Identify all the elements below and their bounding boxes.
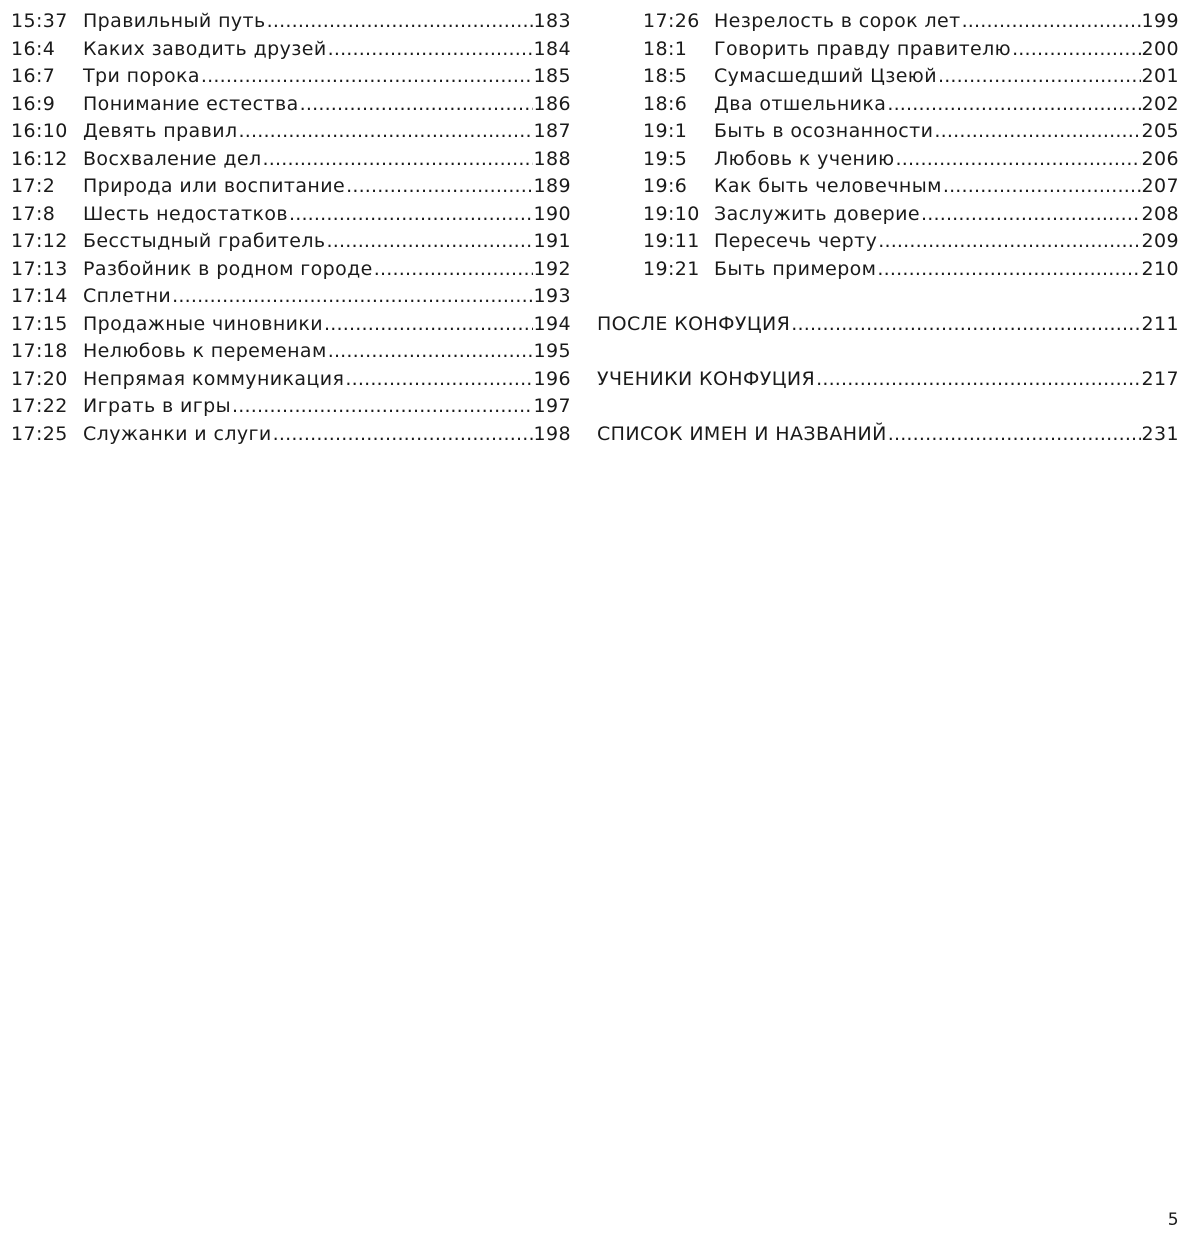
toc-entry xyxy=(11,63,571,91)
entry-number: 18:6 xyxy=(643,92,688,115)
entry-title: Служанки и слуги xyxy=(83,422,272,445)
dot-leader xyxy=(345,366,532,394)
toc-entry xyxy=(11,146,571,174)
entry-title: Три порока xyxy=(83,65,200,87)
dot-leader xyxy=(346,173,532,201)
entry-number: 18:1 xyxy=(643,37,688,60)
toc-entry xyxy=(597,256,1179,284)
toc-entry xyxy=(11,36,571,64)
entry-page: 205 xyxy=(1141,120,1179,142)
entry-page: 202 xyxy=(1141,92,1179,115)
entry-title: Шесть недостатков xyxy=(83,202,288,225)
dot-leader xyxy=(878,228,1140,256)
toc-section xyxy=(597,420,1179,448)
toc-section xyxy=(597,365,1179,393)
dot-leader xyxy=(327,228,533,256)
dot-leader xyxy=(172,283,532,311)
entry-page: 208 xyxy=(1141,202,1179,225)
entry-page: 200 xyxy=(1141,37,1179,60)
entry-number: 17:15 xyxy=(11,312,68,335)
entry-title: Каких заводить друзей xyxy=(83,37,327,60)
toc-entry xyxy=(11,393,571,421)
entry-page: 209 xyxy=(1141,230,1179,252)
toc-entry xyxy=(11,228,571,256)
entry-page: 198 xyxy=(533,422,571,445)
entry-number: 17:22 xyxy=(11,395,68,417)
entry-number: 16:4 xyxy=(11,37,56,60)
dot-leader xyxy=(887,91,1140,119)
entry-page: 207 xyxy=(1141,175,1179,197)
dot-leader xyxy=(896,146,1141,174)
toc-entry xyxy=(597,118,1179,146)
entry-number: 19:1 xyxy=(643,120,688,142)
entry-title: Быть примером xyxy=(714,257,877,280)
entry-number: 19:21 xyxy=(643,257,700,280)
toc-entry xyxy=(11,256,571,284)
toc-entry xyxy=(597,201,1179,229)
dot-leader xyxy=(328,36,533,64)
entry-title: Восхваление дел xyxy=(83,147,262,170)
dot-leader xyxy=(943,173,1141,201)
section-spacer xyxy=(597,283,1179,310)
entry-number: 19:10 xyxy=(643,202,700,225)
entry-page: 231 xyxy=(1141,423,1179,445)
entry-page: 195 xyxy=(533,340,571,362)
entry-page: 192 xyxy=(533,257,571,280)
entry-title: Сплетни xyxy=(83,285,172,307)
entry-title: Играть в игры xyxy=(83,395,232,417)
toc-section xyxy=(597,310,1179,338)
entry-page: 197 xyxy=(533,395,571,417)
entry-page: 193 xyxy=(533,285,571,307)
entry-page: 183 xyxy=(533,10,571,32)
entry-page: 196 xyxy=(533,367,571,390)
entry-page: 190 xyxy=(533,202,571,225)
dot-leader xyxy=(238,118,532,146)
entry-page: 199 xyxy=(1141,10,1179,32)
entry-number: 17:12 xyxy=(11,230,68,252)
dot-leader xyxy=(921,201,1141,229)
dot-leader xyxy=(816,365,1140,393)
page-number: 5 xyxy=(1167,1210,1179,1230)
entry-page: 188 xyxy=(533,147,571,170)
entry-page: 206 xyxy=(1141,147,1179,170)
dot-leader xyxy=(962,8,1141,36)
entry-number: 18:5 xyxy=(643,65,688,87)
toc-entry xyxy=(597,63,1179,91)
entry-number: 15:37 xyxy=(11,10,68,32)
dot-leader xyxy=(300,91,533,119)
entry-number: 17:2 xyxy=(11,175,56,197)
entry-number: 17:14 xyxy=(11,285,68,307)
entry-number: 19:11 xyxy=(643,230,700,252)
entry-title: Понимание естества xyxy=(83,92,299,115)
entry-number: 16:12 xyxy=(11,147,68,170)
entry-title: Продажные чиновники xyxy=(83,312,324,335)
entry-page: 185 xyxy=(533,65,571,87)
dot-leader xyxy=(263,146,533,174)
toc-entry xyxy=(11,118,571,146)
entry-title: Нелюбовь к переменам xyxy=(83,340,327,362)
entry-title: Говорить правду правителю xyxy=(714,37,1012,60)
entry-title: СПИСОК ИМЕН И НАЗВАНИЙ xyxy=(597,423,887,445)
toc-right-column xyxy=(597,8,1179,448)
entry-number: 17:20 xyxy=(11,367,68,390)
entry-page: 191 xyxy=(533,230,571,252)
entry-page: 217 xyxy=(1141,368,1179,390)
dot-leader xyxy=(232,393,532,421)
entry-page: 194 xyxy=(533,312,571,335)
entry-page: 184 xyxy=(533,37,571,60)
entry-title: Разбойник в родном городе xyxy=(83,257,373,280)
entry-title: Непрямая коммуникация xyxy=(83,367,345,390)
toc-entry xyxy=(597,146,1179,174)
toc-left-list xyxy=(11,8,571,448)
entry-title: ПОСЛЕ КОНФУЦИЯ xyxy=(597,313,791,335)
toc-entry xyxy=(11,91,571,119)
dot-leader xyxy=(1012,36,1140,64)
toc-entry xyxy=(597,173,1179,201)
dot-leader xyxy=(938,63,1141,91)
entry-title: Бесстыдный грабитель xyxy=(83,230,326,252)
toc-entry xyxy=(11,338,571,366)
toc-entry xyxy=(597,8,1179,36)
dot-leader xyxy=(888,420,1141,448)
entry-title: Быть в осознанности xyxy=(714,120,934,142)
dot-leader xyxy=(201,63,533,91)
entry-title: Пересечь черту xyxy=(714,230,878,252)
entry-title: Заслужить доверие xyxy=(714,202,920,225)
entry-number: 19:6 xyxy=(643,175,688,197)
entry-title: Девять правил xyxy=(83,120,238,142)
entry-number: 16:9 xyxy=(11,92,56,115)
toc-entry xyxy=(11,8,571,36)
entry-page: 186 xyxy=(533,92,571,115)
entry-page: 201 xyxy=(1141,65,1179,87)
toc-entry xyxy=(11,366,571,394)
entry-title: Природа или воспитание xyxy=(83,175,346,197)
toc-entry xyxy=(11,283,571,311)
entry-page: 211 xyxy=(1141,313,1179,335)
entry-title: УЧЕНИКИ КОНФУЦИЯ xyxy=(597,368,816,390)
dot-leader xyxy=(267,8,533,36)
dot-leader xyxy=(328,338,533,366)
entry-number: 16:10 xyxy=(11,120,68,142)
dot-leader xyxy=(289,201,533,229)
toc-entry xyxy=(597,228,1179,256)
entry-title: Два отшельника xyxy=(714,92,887,115)
dot-leader xyxy=(324,311,532,339)
entry-number: 17:13 xyxy=(11,257,68,280)
toc-entry xyxy=(11,421,571,449)
entry-page: 189 xyxy=(533,175,571,197)
toc-entry xyxy=(11,173,571,201)
entry-title: Правильный путь xyxy=(83,10,266,32)
entry-number: 17:26 xyxy=(643,10,700,32)
dot-leader xyxy=(934,118,1140,146)
toc-entry xyxy=(597,91,1179,119)
toc-entry xyxy=(597,36,1179,64)
entry-title: Любовь к учению xyxy=(714,147,895,170)
toc-left-column xyxy=(11,8,571,448)
entry-number: 16:7 xyxy=(11,65,56,87)
toc-entry xyxy=(11,201,571,229)
toc-right-list xyxy=(597,8,1179,283)
entry-title: Как быть человечным xyxy=(714,175,942,197)
entry-title: Сумасшедший Цзеюй xyxy=(714,65,937,87)
dot-leader xyxy=(273,421,533,449)
entry-title: Незрелость в сорок лет xyxy=(714,10,961,32)
entry-page: 187 xyxy=(533,120,571,142)
section-spacer xyxy=(597,338,1179,365)
entry-page: 210 xyxy=(1141,257,1179,280)
dot-leader xyxy=(791,310,1140,338)
section-spacer xyxy=(597,393,1179,420)
entry-number: 17:18 xyxy=(11,340,68,362)
dot-leader xyxy=(374,256,533,284)
entry-number: 19:5 xyxy=(643,147,688,170)
toc-entry xyxy=(11,311,571,339)
entry-number: 17:8 xyxy=(11,202,56,225)
entry-number: 17:25 xyxy=(11,422,68,445)
toc-sections xyxy=(597,283,1179,448)
dot-leader xyxy=(877,256,1140,284)
